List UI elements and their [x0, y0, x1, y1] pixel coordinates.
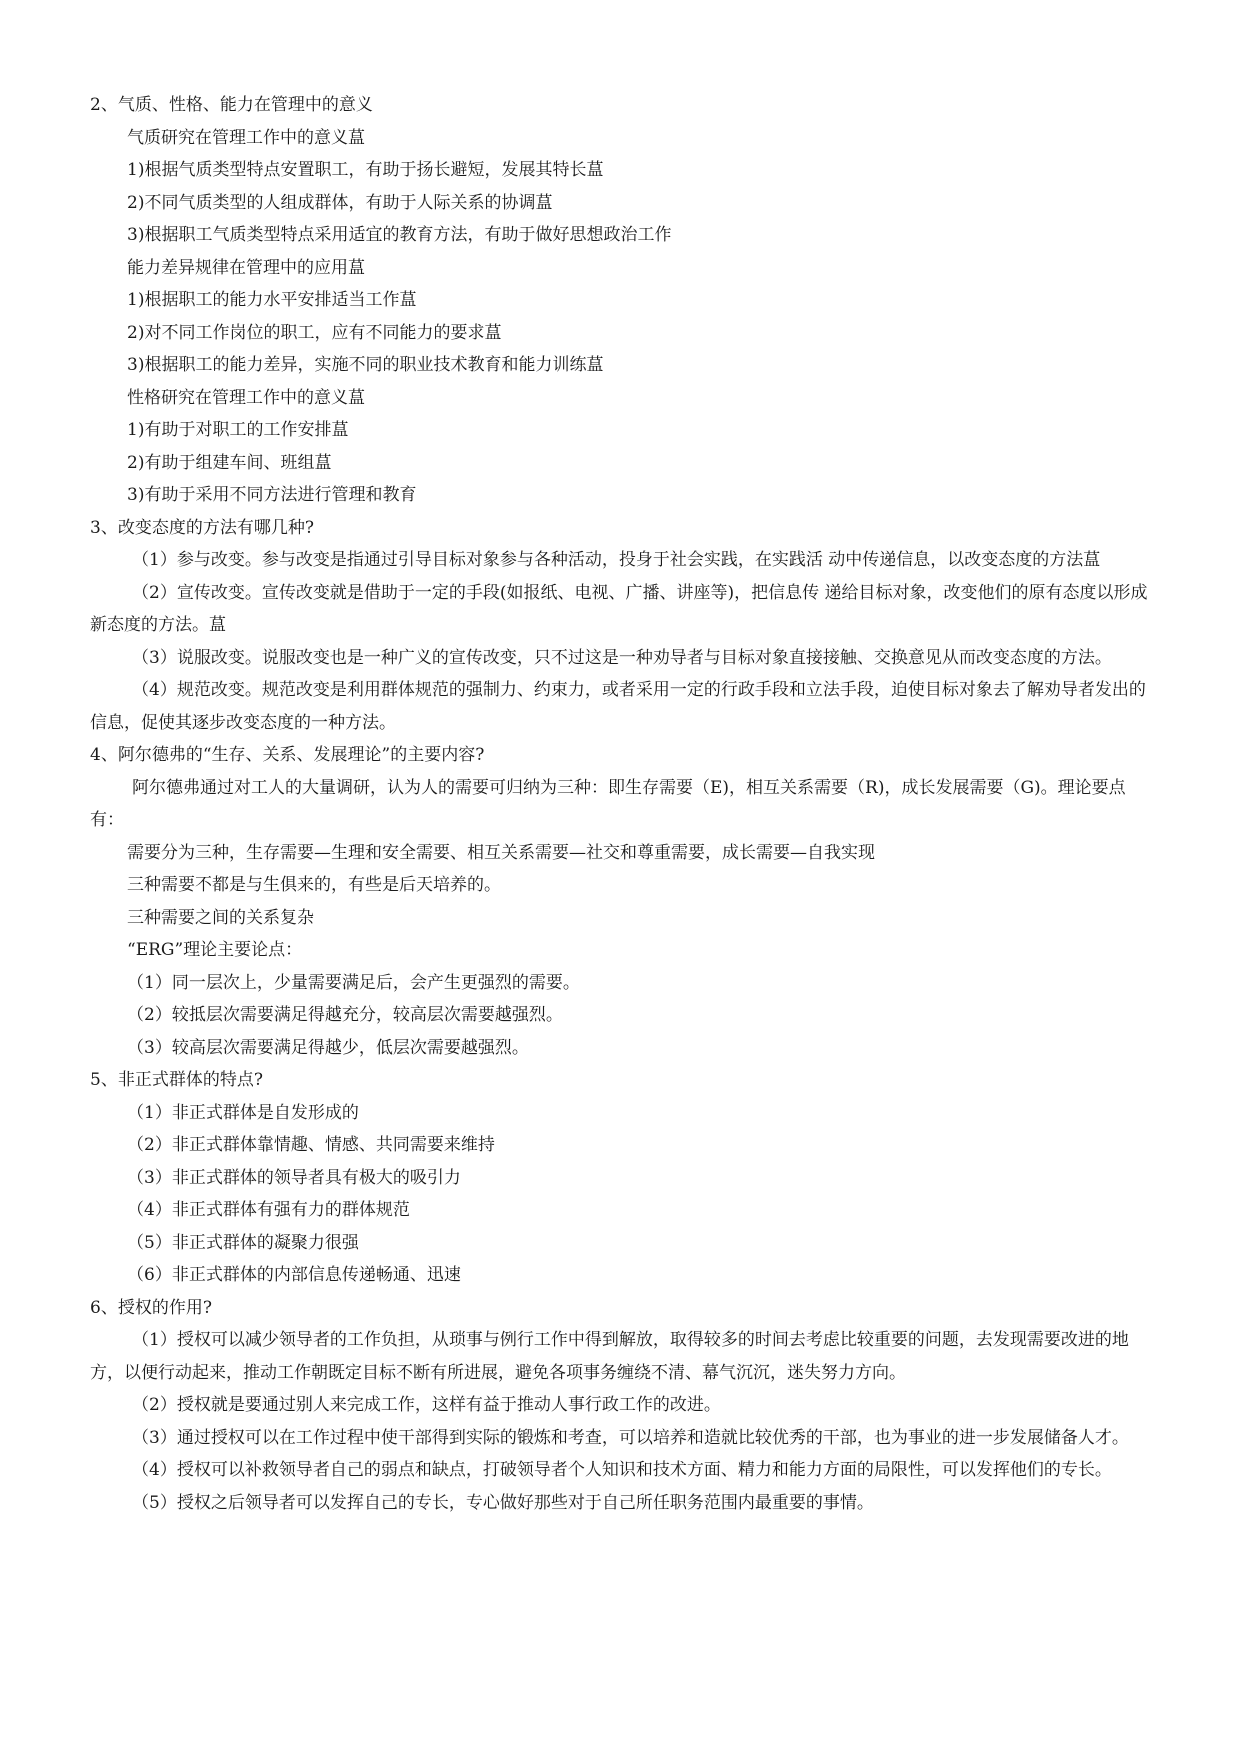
paragraph-line: （2）非正式群体靠情趣、情感、共同需要来维持 [127, 1135, 495, 1155]
paragraph-line: 三种需要之间的关系复杂 [127, 907, 314, 928]
paragraph-line: （4）非正式群体有强有力的群体规范 [127, 1200, 410, 1220]
paragraph-line: 2)对不同工作岗位的职工，应有不同能力的要求蒀 [127, 322, 502, 343]
section-heading: 4、阿尔德弗的“生存、关系、发展理论”的主要内容? [90, 745, 485, 765]
paragraph-line: （3）较高层次需要满足得越少，低层次需要越强烈。 [127, 1037, 529, 1058]
paragraph-line: （5）非正式群体的凝聚力很强 [127, 1232, 359, 1253]
paragraph-line: （1）授权可以减少领导者的工作负担，从琐事与例行工作中得到解放，取得较多的时间去考虑比较重要的问题，去发现需要改进的地方，以便行动起来，推动工作朝既定目标不断有所进展，避免各项事务缠绕不清、幕气沉沉，迷失努力方向。 [90, 1330, 1129, 1383]
paragraph-line: 3)有助于采用不同方法进行管理和教育 [127, 485, 417, 505]
paragraph-line: 1)有助于对职工的工作安排蒀 [127, 420, 349, 440]
section-heading: 2、气质、性格、能力在管理中的意义 [90, 95, 373, 115]
paragraph-line: （3）说服改变。说服改变也是一种广义的宣传改变，只不过这是一种劝导者与目标对象直接接触、交换意见从而改变态度的方法。 [132, 647, 1112, 668]
paragraph-line: （5）授权之后领导者可以发挥自己的专长，专心做好那些对于自己所任职务范围内最重要的事情。 [132, 1492, 874, 1513]
paragraph-line: 2)有助于组建车间、班组蒀 [127, 452, 332, 473]
paragraph-line: 能力差异规律在管理中的应用蒀 [127, 257, 365, 278]
paragraph-line: （2）较抵层次需要满足得越充分，较高层次需要越强烈。 [127, 1005, 563, 1025]
paragraph-line: “ERG”理论主要论点： [127, 940, 303, 960]
paragraph-line: （3）通过授权可以在工作过程中使干部得到实际的锻炼和考查，可以培养和造就比较优秀的干部，也为事业的进一步发展储备人才。 [132, 1427, 1129, 1448]
paragraph-line: （6）非正式群体的内部信息传递畅通、迅速 [127, 1265, 461, 1285]
paragraph-line: （4）规范改变。规范改变是利用群体规范的强制力、约束力，或者采用一定的行政手段和立法手段，迫使目标对象去了解劝导者发出的信息，促使其逐步改变态度的一种方法。 [90, 680, 1146, 733]
section-heading: 3、改变态度的方法有哪几种? [90, 517, 314, 538]
paragraph-line: 气质研究在管理工作中的意义蒀 [127, 127, 365, 148]
paragraph-line: （1）参与改变。参与改变是指通过引导目标对象参与各种活动，投身于社会实践，在实践活 动中传递信息，以改变态度的方法蒀 [132, 550, 1101, 570]
paragraph-line: 2)不同气质类型的人组成群体，有助于人际关系的协调蒀 [127, 192, 553, 213]
paragraph-line: 阿尔德弗通过对工人的大量调研，认为人的需要可归纳为三种：即生存需要（E)，相互关系需要（R)，成长发展需要（G)。理论要点有： [90, 777, 1126, 830]
paragraph-line: 1)根据职工的能力水平安排适当工作蒀 [127, 290, 417, 310]
paragraph-line: 三种需要不都是与生俱来的，有些是后天培养的。 [127, 875, 501, 895]
paragraph-line: （3）非正式群体的领导者具有极大的吸引力 [127, 1167, 461, 1188]
paragraph-line: （2）授权就是要通过别人来完成工作，这样有益于推动人事行政工作的改进。 [132, 1395, 721, 1415]
paragraph-line: 需要分为三种，生存需要—生理和安全需要、相互关系需要—社交和尊重需要，成长需要—自我实现 [127, 842, 875, 863]
paragraph-line: 1)根据气质类型特点安置职工，有助于扬长避短，发展其特长蒀 [127, 160, 604, 180]
paragraph-line: 3)根据职工的能力差异，实施不同的职业技术教育和能力训练蒀 [127, 355, 604, 375]
paragraph-line: （1）非正式群体是自发形成的 [127, 1102, 359, 1123]
paragraph-line: （1）同一层次上，少量需要满足后，会产生更强烈的需要。 [127, 972, 580, 993]
paragraph-line: 性格研究在管理工作中的意义蒀 [127, 387, 365, 408]
section-heading: 6、授权的作用? [90, 1297, 212, 1318]
section-heading: 5、非正式群体的特点? [90, 1070, 263, 1090]
paragraph-line: （4）授权可以补救领导者自己的弱点和缺点，打破领导者个人知识和技术方面、精力和能力方面的局限性，可以发挥他们的专长。 [132, 1460, 1112, 1480]
document-body [90, 89, 1158, 1519]
paragraph-line: （2）宣传改变。宣传改变就是借助于一定的手段(如报纸、电视、广播、讲座等)，把信息传 递给目标对象，改变他们的原有态度以形成新态度的方法。蒀 [90, 582, 1148, 635]
paragraph-line: 3)根据职工气质类型特点采用适宜的教育方法，有助于做好思想政治工作 [127, 225, 672, 245]
